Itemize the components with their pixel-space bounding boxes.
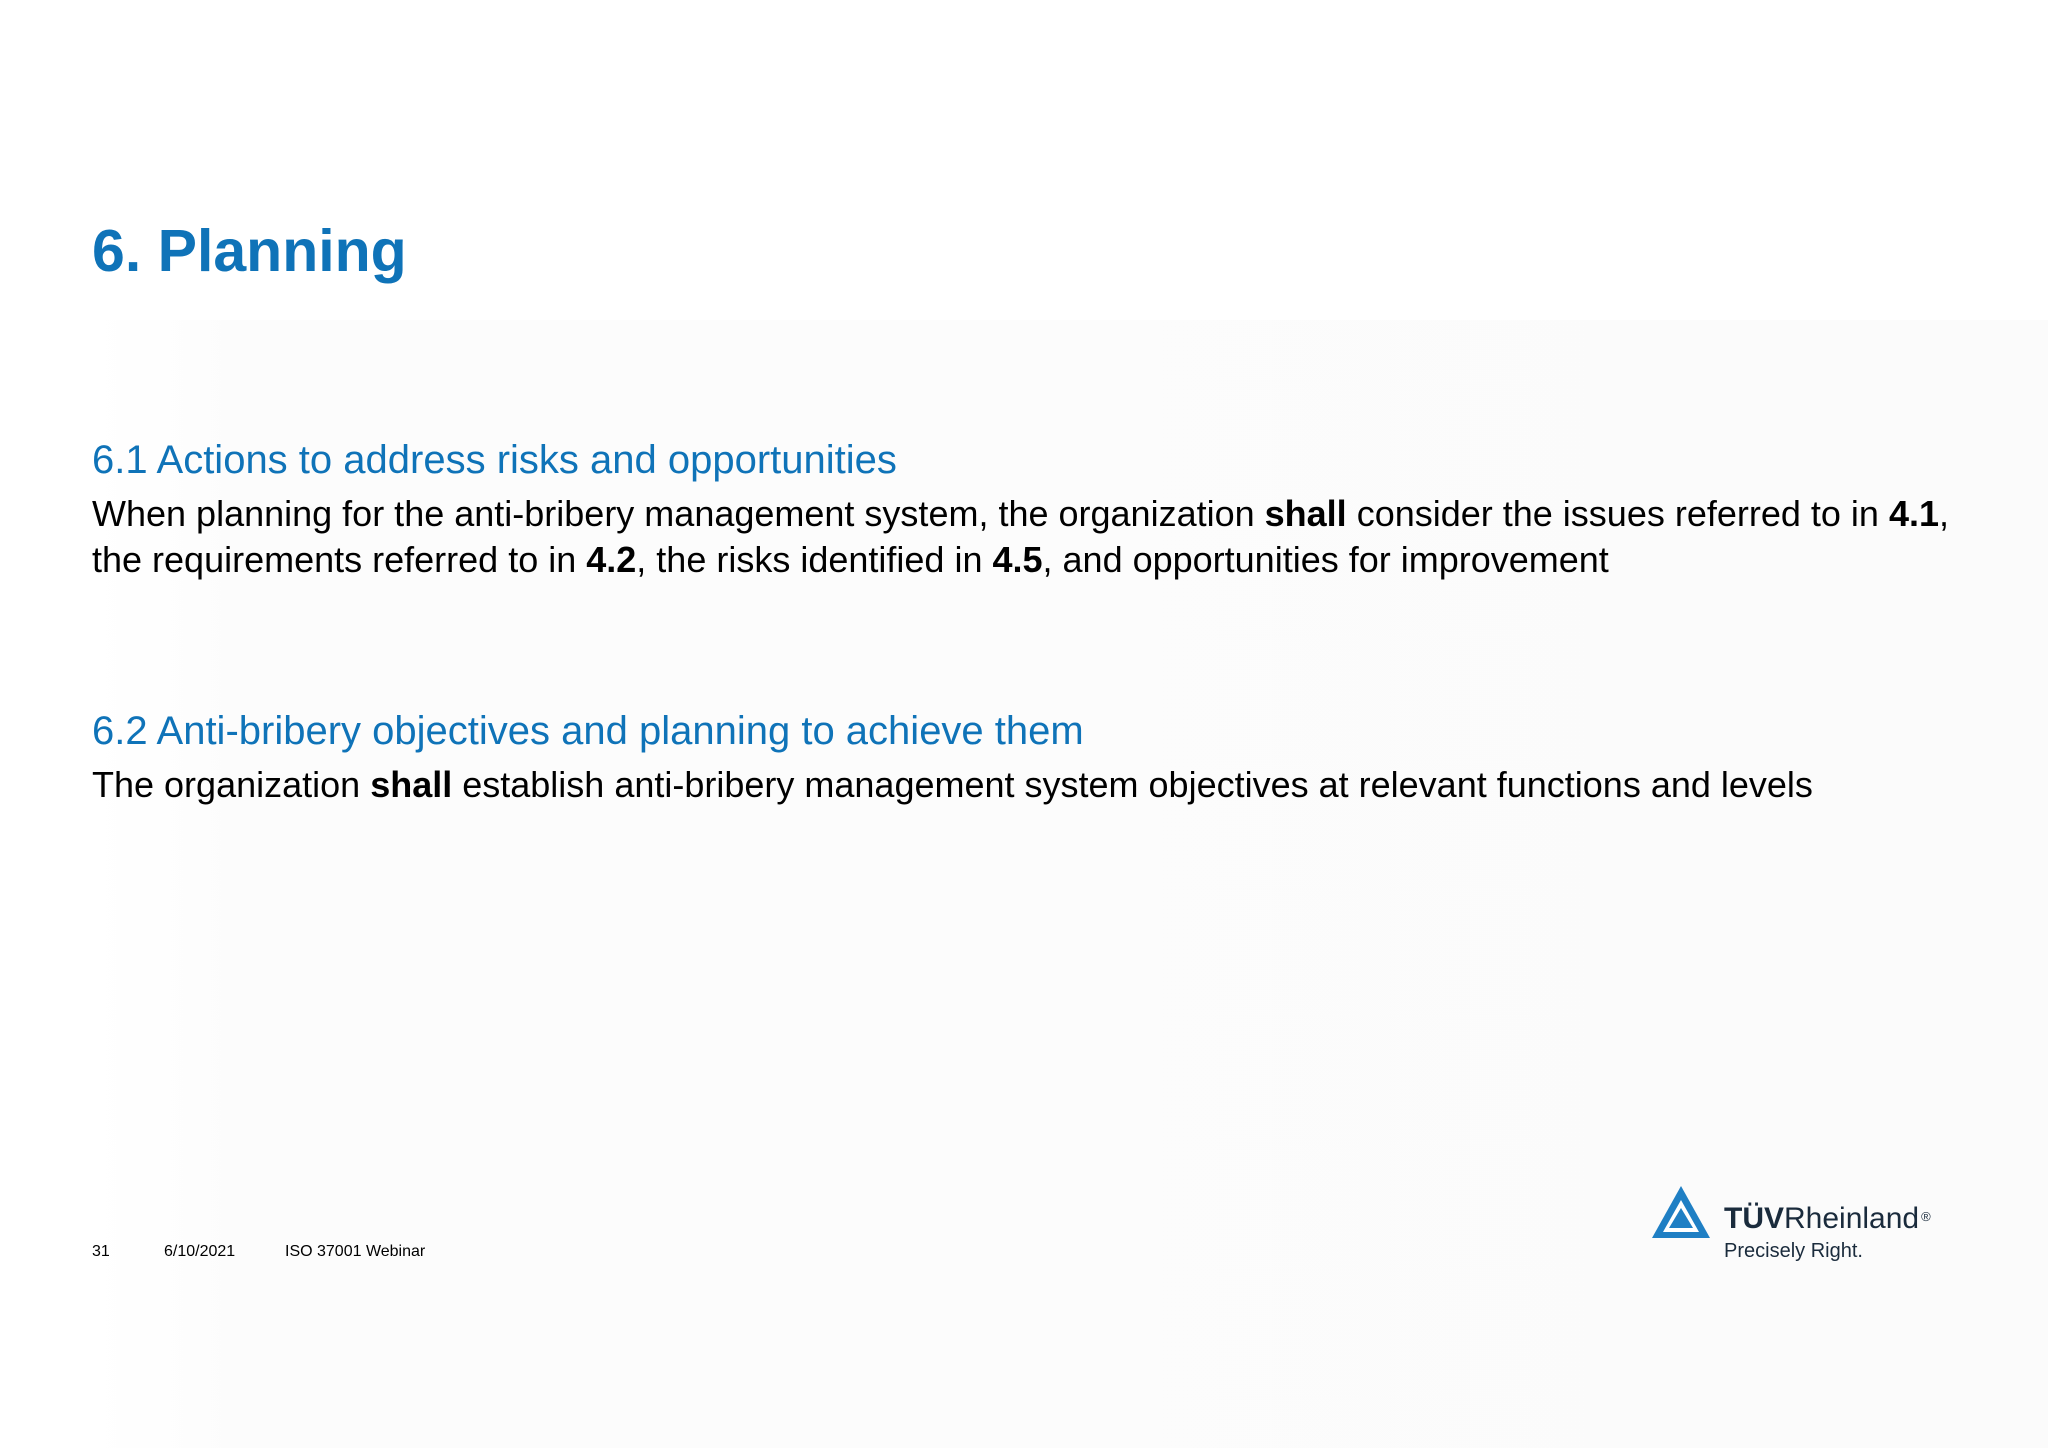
body-text-run: The organization (92, 764, 371, 805)
emphasis-text: shall (1264, 493, 1347, 534)
section-body (92, 491, 1972, 583)
footer-event-name: ISO 37001 Webinar (285, 1243, 426, 1260)
body-text-run: , the risks identified in (636, 539, 993, 580)
emphasis-text: 4.5 (992, 539, 1043, 580)
section-6-1 (92, 436, 1972, 583)
section-heading: 6.1 Actions to address risks and opportunities (92, 438, 897, 482)
body-text-run: When planning for the anti-bribery management system, the organization (92, 493, 1265, 534)
section-body (92, 762, 1972, 808)
emphasis-text: 4.2 (586, 539, 637, 580)
logo-brand-regular: Rheinland (1784, 1202, 1920, 1235)
body-text-run: establish anti-bribery management system objectives at relevant functions and levels (452, 764, 1813, 805)
tuv-rheinland-logo (1650, 1184, 1960, 1264)
section-6-2 (92, 707, 1972, 808)
logo-brand-bold: TÜV (1724, 1202, 1784, 1235)
logo-tagline: Precisely Right. (1724, 1240, 1863, 1262)
slide-title: 6. Planning (92, 218, 407, 284)
page-number: 31 (92, 1243, 110, 1260)
section-heading: 6.2 Anti-bribery objectives and planning to achieve them (92, 709, 1084, 753)
emphasis-text: 4.1 (1888, 493, 1940, 534)
body-text-run: consider the issues referred to in (1346, 493, 1889, 534)
body-text-run: , and opportunities for improvement (1042, 539, 1609, 580)
footer-date: 6/10/2021 (164, 1243, 236, 1260)
body-text-run: , the requirements referred to in (92, 493, 1950, 580)
emphasis-text: shall (370, 764, 453, 805)
registered-mark: ® (1921, 1209, 1931, 1224)
logo-brand (1724, 1202, 1931, 1236)
tuv-triangle-icon (1650, 1184, 1712, 1242)
